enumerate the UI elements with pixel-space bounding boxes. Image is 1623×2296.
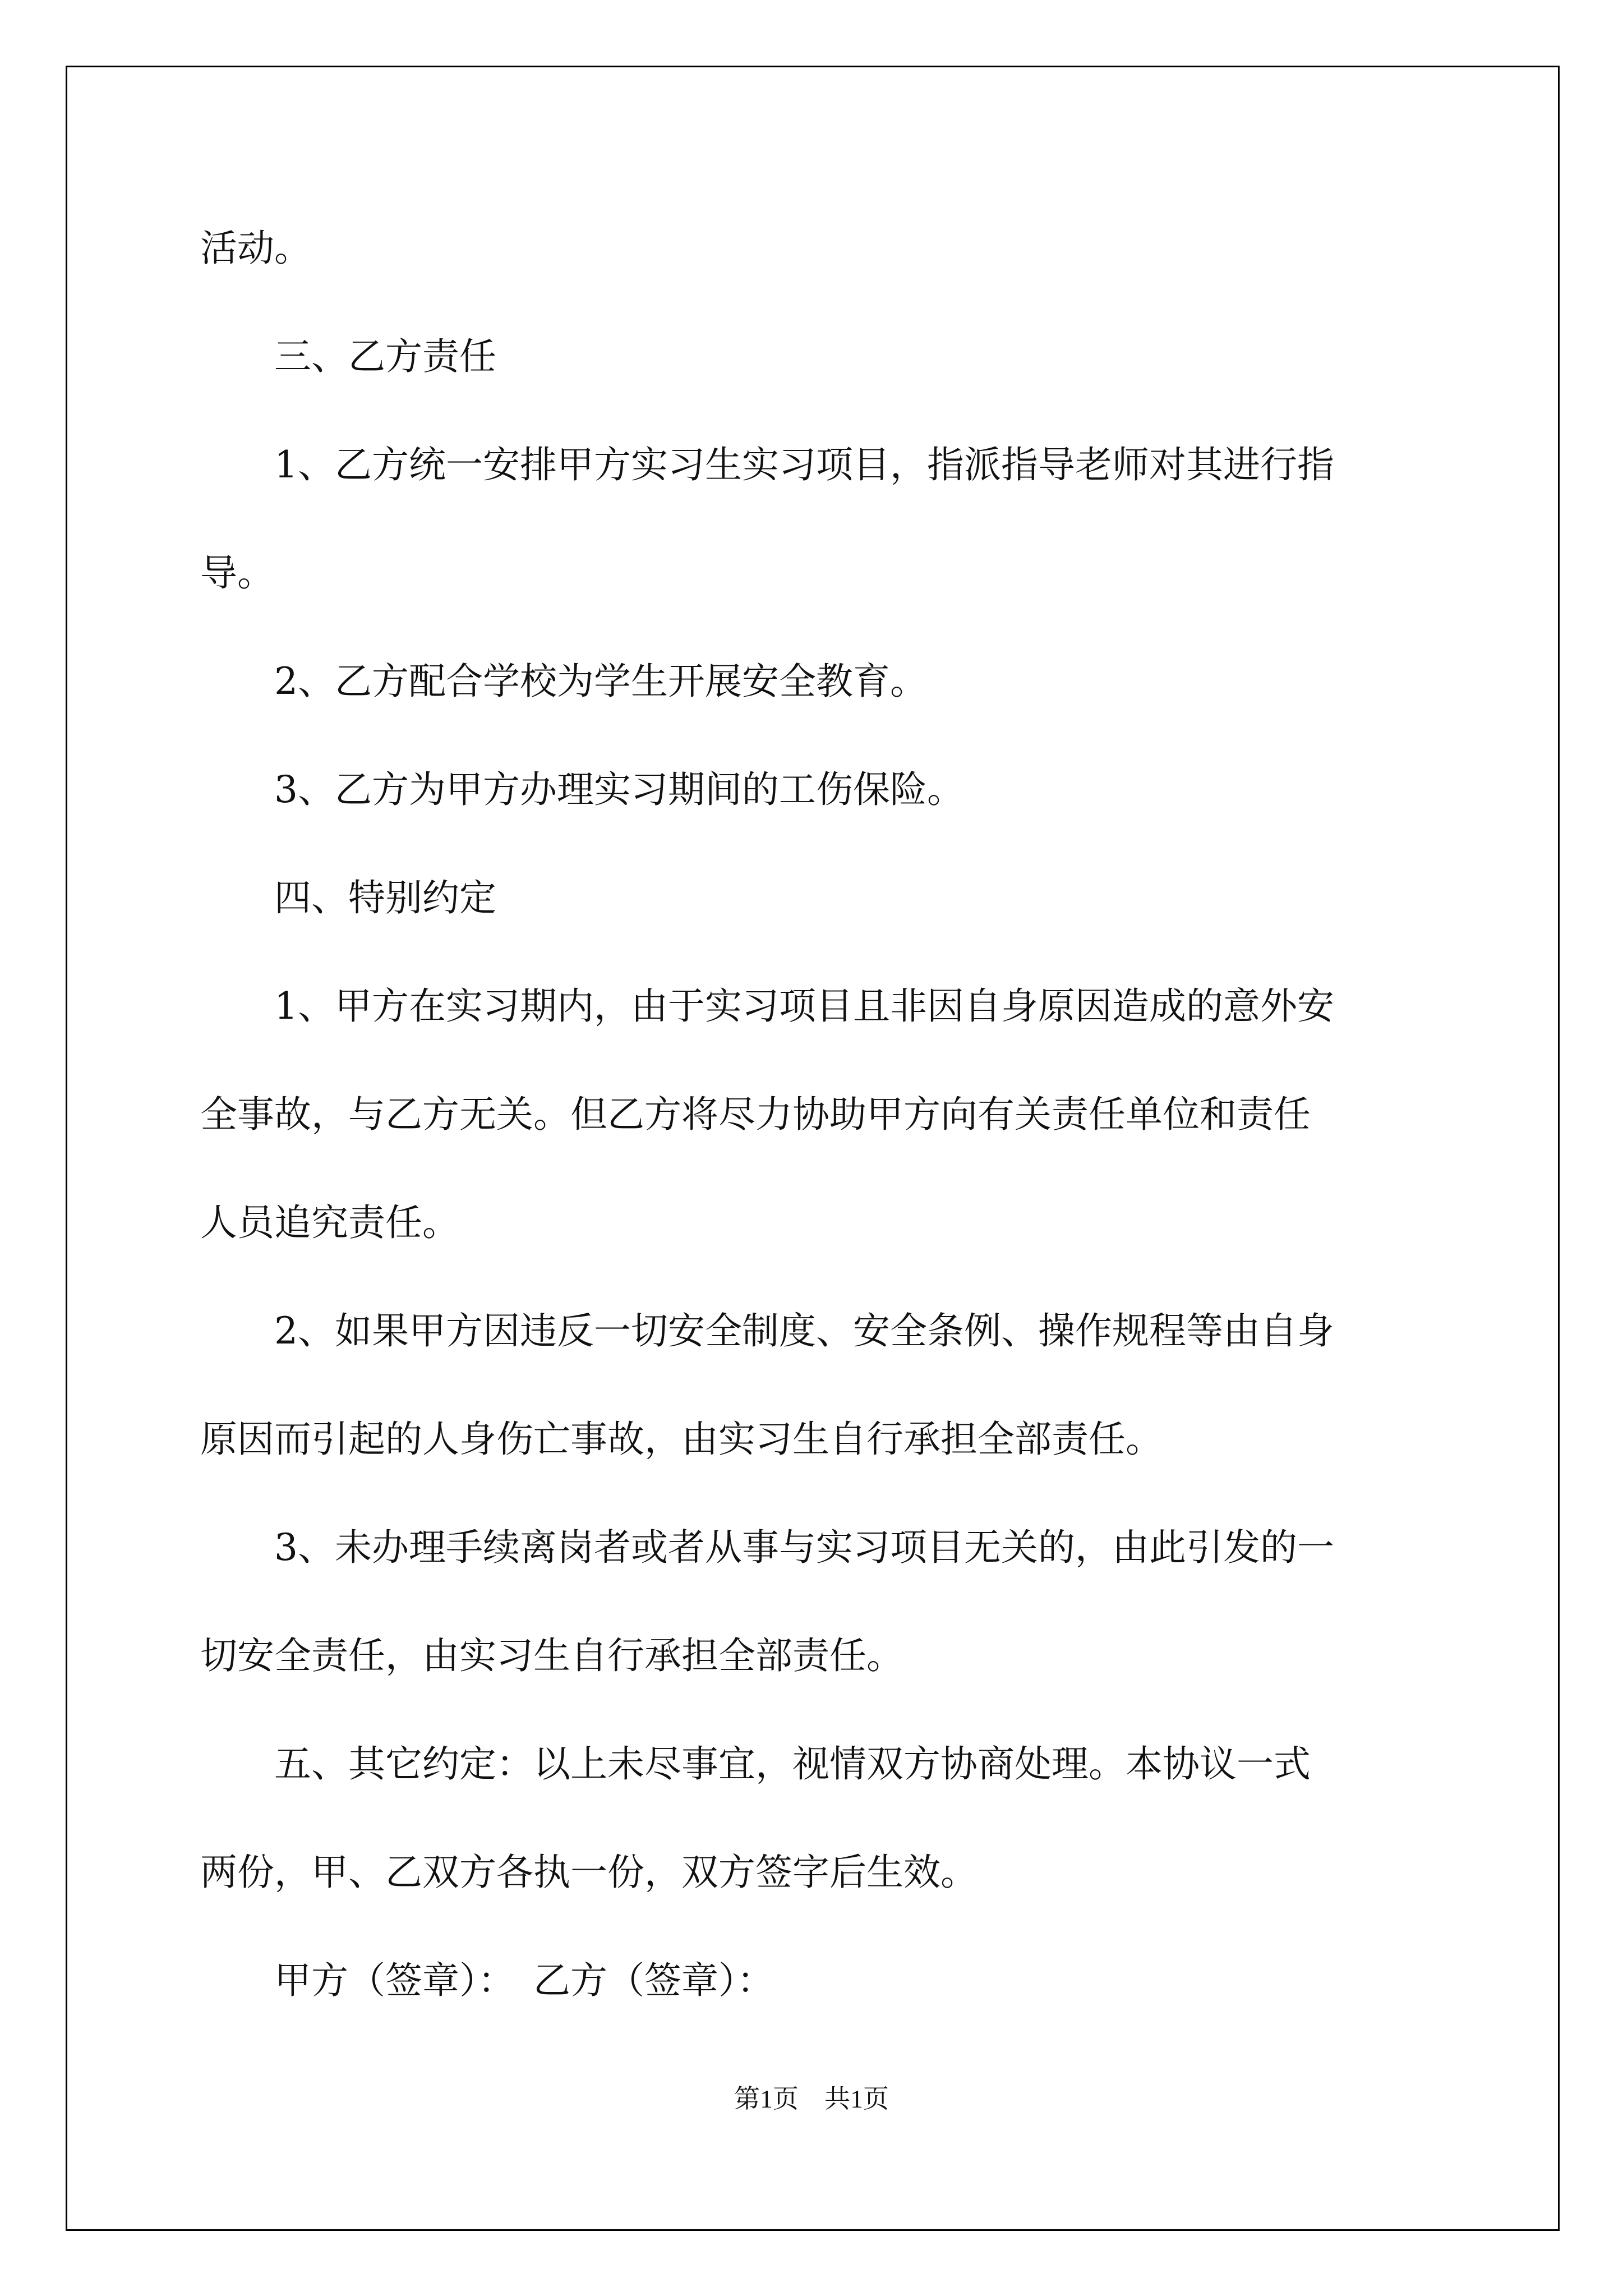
text-line: 原因而引起的人身伤亡事故，由实习生自行承担全部责任。	[200, 1418, 1163, 1461]
section-heading: 三、乙方责任	[200, 335, 496, 378]
section-heading: 四、特别约定	[200, 876, 496, 919]
page-number: 第1页 共1页	[734, 2085, 889, 2113]
text-line: 1、乙方统一安排甲方实习生实习项目，指派指导老师对其进行指	[200, 443, 1334, 486]
text-line: 3、乙方为甲方办理实习期间的工伤保险。	[200, 768, 964, 811]
text-line: 1、甲方在实习期内，由于实习项目且非因自身原因造成的意外安	[200, 984, 1334, 1028]
text-line: 活动。	[200, 227, 311, 270]
text-line: 2、如果甲方因违反一切安全制度、安全条例、操作规程等由自身	[200, 1309, 1334, 1352]
text-line: 两份，甲、乙双方各执一份，双方签字后生效。	[200, 1851, 978, 1894]
signature-line: 甲方（签章）： 乙方（签章）：	[200, 1959, 774, 2002]
text-line: 导。	[200, 551, 274, 595]
text-line: 切安全责任，由实习生自行承担全部责任。	[200, 1634, 903, 1677]
text-line: 全事故，与乙方无关。但乙方将尽力协助甲方向有关责任单位和责任	[200, 1093, 1311, 1136]
text-line: 五、其它约定：以上未尽事宜，视情双方协商处理。本协议一式	[200, 1742, 1311, 1786]
text-line: 人员追究责任。	[200, 1201, 459, 1244]
text-line: 3、未办理手续离岗者或者从事与实习项目无关的，由此引发的一	[200, 1526, 1334, 1569]
text-line: 2、乙方配合学校为学生开展安全教育。	[200, 660, 927, 703]
